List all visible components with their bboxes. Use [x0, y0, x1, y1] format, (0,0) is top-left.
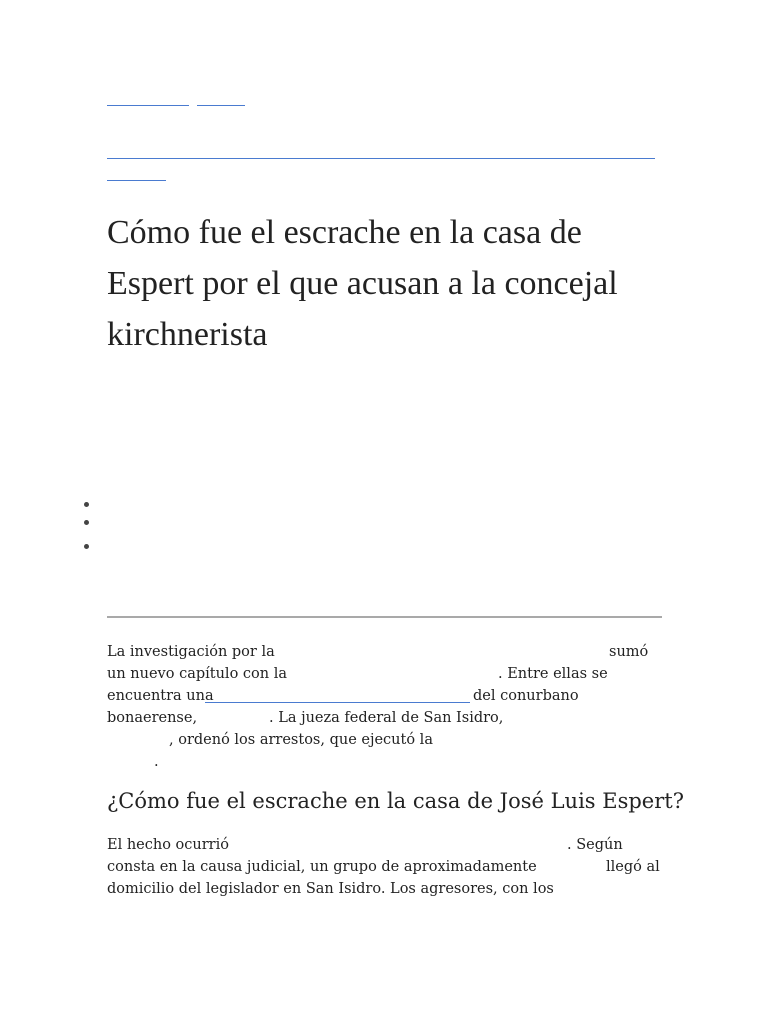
paragraph-text: bonaerense,: [107, 710, 198, 726]
share-list-bullet: [84, 502, 89, 507]
paragraph-text: .: [154, 754, 159, 770]
breadcrumb-link-1[interactable]: [107, 105, 189, 106]
paragraph-text: , ordenó los arrestos, que ejecutó la: [169, 732, 433, 748]
topic-link-wrap[interactable]: [107, 180, 166, 181]
paragraph-text: . Según: [567, 837, 623, 853]
paragraph-text: domicilio del legislador en San Isidro. Los agresores, con los: [107, 881, 554, 897]
paragraph-text: . La jueza federal de San Isidro,: [269, 710, 504, 726]
share-list-bullet: [84, 520, 89, 525]
section-heading: ¿Cómo fue el escrache en la casa de José Luis Espert?: [107, 789, 684, 813]
paragraph-text: un nuevo capítulo con la: [107, 666, 287, 682]
paragraph-text: La investigación por la: [107, 644, 275, 660]
inline-link[interactable]: [205, 702, 470, 703]
paragraph-text: encuentra una: [107, 688, 214, 704]
topic-link[interactable]: [107, 158, 655, 159]
paragraph-text: llegó al: [606, 859, 660, 875]
share-list-bullet: [84, 544, 89, 549]
paragraph-text: consta en la causa judicial, un grupo de aproximadamente: [107, 859, 537, 875]
paragraph-text: del conurbano: [473, 688, 579, 704]
section-divider: [107, 616, 662, 618]
paragraph-text: . Entre ellas se: [498, 666, 608, 682]
paragraph-text: sumó: [609, 644, 649, 660]
page-title: Cómo fue el escrache en la casa de Espert por el que acusan a la concejal kirchnerista: [107, 214, 618, 353]
paragraph-text: El hecho ocurrió: [107, 837, 229, 853]
breadcrumb-link-2[interactable]: [197, 105, 245, 106]
